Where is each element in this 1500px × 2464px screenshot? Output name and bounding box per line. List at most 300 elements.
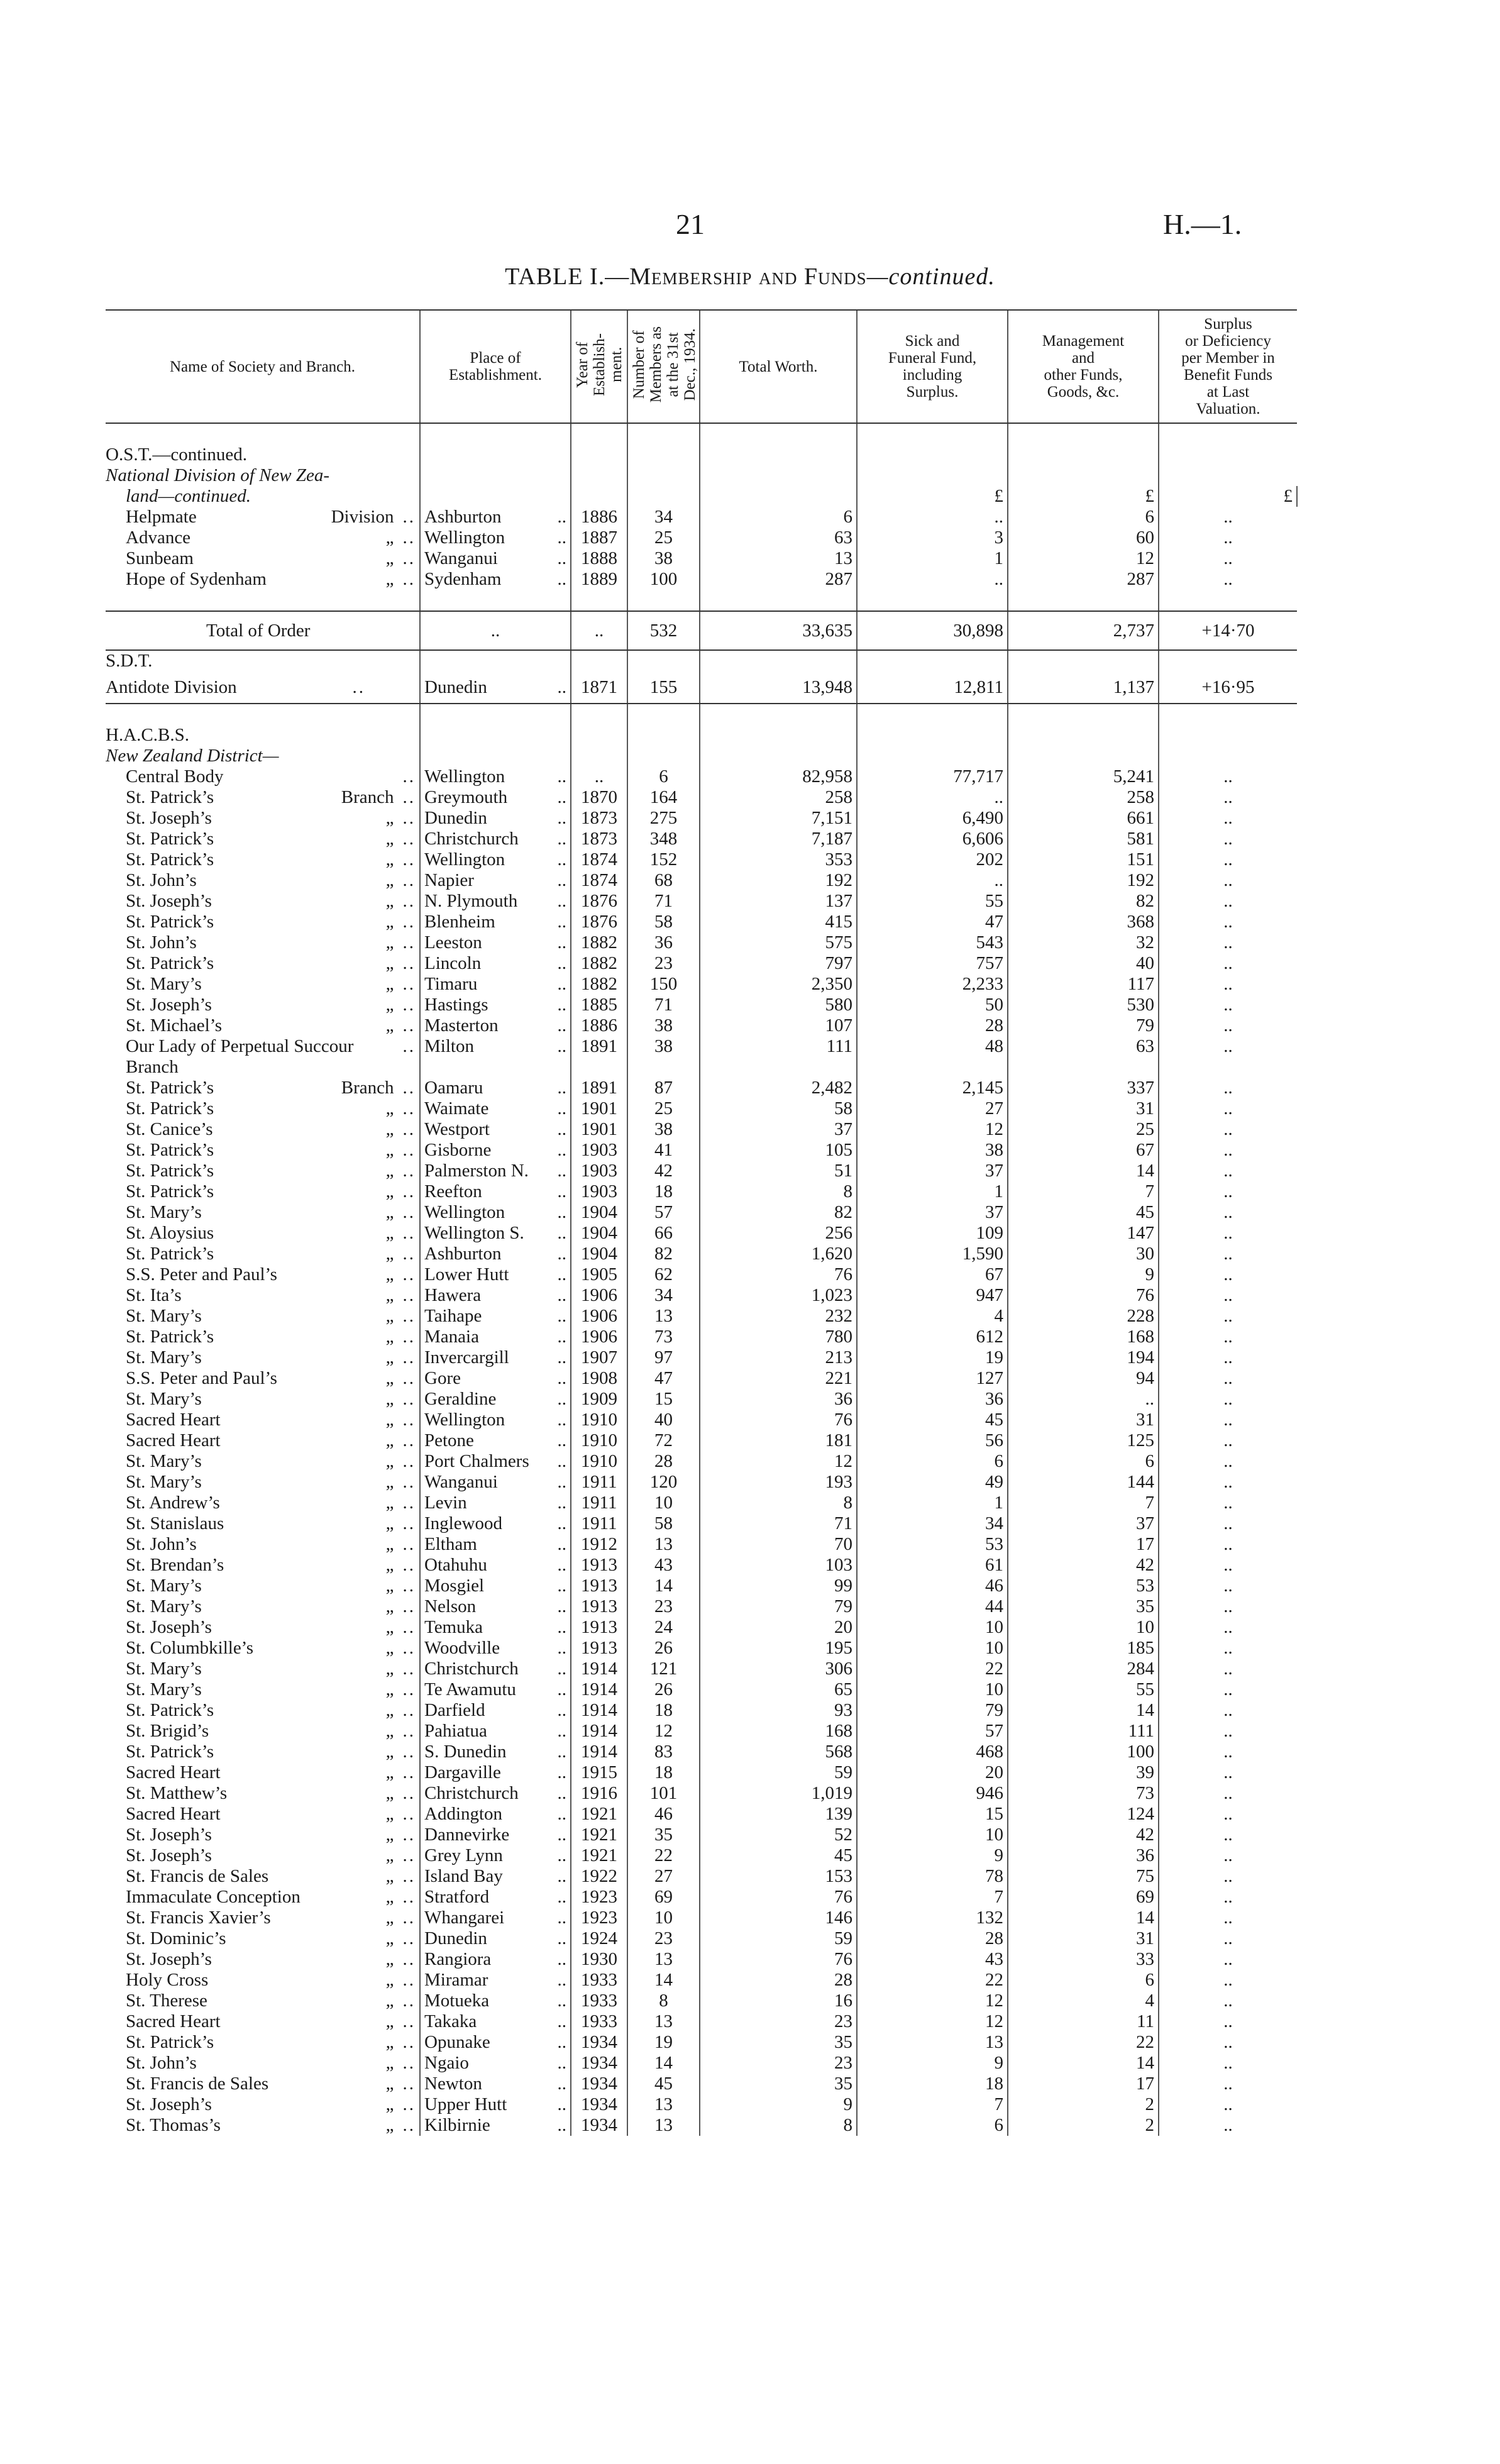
sick-fund-cell: 1 (857, 1493, 1008, 1513)
branch-name: Immaculate Conception (126, 1887, 301, 1907)
branch-name: St. Mary’s (126, 1596, 202, 1616)
total-worth-cell: 1,023 (700, 1285, 857, 1306)
surplus-cell: .. (1159, 912, 1297, 932)
col-header-total: Total Worth. (700, 310, 857, 423)
total-worth-cell: 575 (700, 932, 857, 953)
surplus-cell: .. (1159, 2011, 1297, 2032)
sick-fund-cell: 2,145 (857, 1078, 1008, 1098)
sick-fund-cell: 18 (857, 2074, 1008, 2094)
sick-fund-cell: 1 (857, 1181, 1008, 1202)
surplus-cell: .. (1159, 2053, 1297, 2074)
members-cell: 38 (627, 548, 700, 569)
year-cell: 1886 (571, 507, 627, 528)
place-cell: Palmerston N. .. (420, 1161, 571, 1181)
name-cell: Immaculate Conception „ .. (106, 1887, 420, 1908)
table-row (106, 1244, 1297, 1264)
members-cell: 62 (627, 1264, 700, 1285)
place: Wellington S. (424, 1223, 524, 1243)
sick-fund-cell: 6 (857, 2115, 1008, 2136)
table-row (106, 1078, 1297, 1098)
surplus-cell: .. (1159, 787, 1297, 808)
name-cell: St. Patrick’s „ .. (106, 849, 420, 870)
place-cell: Christchurch .. (420, 829, 571, 849)
year-cell: 1910 (571, 1410, 627, 1430)
branch-name: Central Body (126, 766, 224, 787)
name-cell: St. Patrick’s „ .. (106, 1098, 420, 1119)
sick-fund-cell: 468 (857, 1742, 1008, 1762)
table-row (106, 1721, 1297, 1742)
place: Mosgiel (424, 1576, 485, 1596)
name-cell: St. Joseph’s „ .. (106, 1949, 420, 1970)
sdt-heading-row (106, 650, 1297, 671)
name-cell: Sacred Heart „ .. (106, 1430, 420, 1451)
place-cell: Sydenham .. (420, 569, 571, 590)
place: Rangiora (424, 1949, 492, 1969)
surplus-cell: .. (1159, 808, 1297, 829)
members-cell: 15 (627, 1389, 700, 1410)
place: Blenheim (424, 912, 495, 932)
name-cell: St. Ita’s „ .. (106, 1285, 420, 1306)
ost-total-row (106, 611, 1297, 650)
branch-name: St. Francis Xavier’s (126, 1908, 271, 1928)
mgmt-fund-cell: 284 (1008, 1659, 1159, 1679)
surplus-cell: .. (1159, 1825, 1297, 1845)
sick-fund-cell: 132 (857, 1908, 1008, 1928)
ost-total-mgmt: 2,737 (1008, 611, 1159, 650)
surplus-cell: .. (1159, 1742, 1297, 1762)
year-cell: 1923 (571, 1887, 627, 1908)
sick-fund-cell: .. (857, 569, 1008, 590)
name-cell: St. Patrick’s „ .. (106, 1140, 420, 1161)
branch-name: St. Joseph’s (126, 2094, 212, 2114)
table-row (106, 1555, 1297, 1576)
table-row (106, 2115, 1297, 2136)
branch-suffix: „ (385, 1825, 394, 1845)
members-cell: 34 (627, 507, 700, 528)
place-cell: N. Plymouth .. (420, 891, 571, 912)
surplus-cell: .. (1159, 932, 1297, 953)
total-worth-cell: 23 (700, 2011, 857, 2032)
branch-name: St. Dominic’s (126, 1928, 226, 1948)
total-worth-cell: 8 (700, 1181, 857, 1202)
members-cell: 38 (627, 1015, 700, 1036)
members-cell: 120 (627, 1472, 700, 1493)
total-worth-cell: 79 (700, 1596, 857, 1617)
mgmt-fund-cell: 7 (1008, 1493, 1159, 1513)
surplus-cell: .. (1159, 1472, 1297, 1493)
surplus-cell: .. (1159, 1970, 1297, 1991)
ost-division-line-2: land—continued. (126, 486, 251, 506)
mgmt-fund-cell: 168 (1008, 1327, 1159, 1347)
surplus-cell: .. (1159, 1908, 1297, 1928)
year-cell: 1908 (571, 1368, 627, 1389)
mgmt-fund-cell: 144 (1008, 1472, 1159, 1493)
place: Wellington (424, 1410, 505, 1430)
year-cell: 1913 (571, 1555, 627, 1576)
name-cell: St. Mary’s „ .. (106, 1679, 420, 1700)
members-cell: 13 (627, 1534, 700, 1555)
place: Geraldine (424, 1389, 497, 1409)
place: Wellington (424, 1202, 505, 1222)
place-cell: Wanganui .. (420, 1472, 571, 1493)
table-row (106, 1389, 1297, 1410)
mgmt-fund-cell: 60 (1008, 528, 1159, 548)
mgmt-fund-cell: 6 (1008, 1970, 1159, 1991)
currency-total: £ (857, 486, 1008, 507)
place-cell: Whangarei .. (420, 1908, 571, 1928)
surplus-cell: .. (1159, 953, 1297, 974)
total-worth-cell: 20 (700, 1617, 857, 1638)
place: Gore (424, 1368, 461, 1388)
members-cell: 45 (627, 2074, 700, 2094)
year-cell: 1906 (571, 1285, 627, 1306)
total-worth-cell: 2,350 (700, 974, 857, 995)
branch-name: St. Mary’s (126, 1306, 202, 1326)
members-cell: 13 (627, 1306, 700, 1327)
total-worth-cell: 146 (700, 1908, 857, 1928)
place: Addington (424, 1804, 503, 1824)
year-cell: 1913 (571, 1617, 627, 1638)
name-cell: St. John’s „ .. (106, 2053, 420, 2074)
place-cell: Masterton .. (420, 1015, 571, 1036)
table-row (106, 1513, 1297, 1534)
branch-name: St. Patrick’s (126, 2032, 214, 2052)
mgmt-fund-cell: 30 (1008, 1244, 1159, 1264)
place-cell: Eltham .. (420, 1534, 571, 1555)
surplus-cell: .. (1159, 2032, 1297, 2053)
place-cell: Woodville .. (420, 1638, 571, 1659)
place: Whangarei (424, 1908, 505, 1928)
name-cell: St. Patrick’s „ .. (106, 1700, 420, 1721)
branch-name: St. Joseph’s (126, 995, 212, 1015)
members-cell: 152 (627, 849, 700, 870)
table-row (106, 1991, 1297, 2011)
name-cell: St. Mary’s „ .. (106, 1472, 420, 1493)
place-cell: Grey Lynn .. (420, 1845, 571, 1866)
sick-fund-cell: 49 (857, 1472, 1008, 1493)
members-cell: 46 (627, 1804, 700, 1825)
place-cell: Waimate .. (420, 1098, 571, 1119)
col-header-surplus-text: Surplus or Deficiency per Member in Benefit Funds at Last Valuation. (1181, 316, 1275, 417)
members-cell (627, 1057, 700, 1078)
place: Nelson (424, 1596, 477, 1616)
year-cell: 1901 (571, 1119, 627, 1140)
mgmt-fund-cell: 661 (1008, 808, 1159, 829)
mgmt-fund-cell: 17 (1008, 2074, 1159, 2094)
surplus-cell: .. (1159, 1098, 1297, 1119)
mgmt-fund-cell: 73 (1008, 1783, 1159, 1804)
members-cell: 35 (627, 1825, 700, 1845)
year-cell: 1874 (571, 849, 627, 870)
mgmt-fund-cell: 31 (1008, 1928, 1159, 1949)
members-cell: 43 (627, 1555, 700, 1576)
surplus-cell: .. (1159, 569, 1297, 590)
branch-suffix: „ (385, 1306, 394, 1326)
mgmt-fund-cell: 5,241 (1008, 766, 1159, 787)
members-cell: 6 (627, 766, 700, 787)
branch-name: St. Patrick’s (126, 1181, 214, 1202)
mgmt-fund-cell: 14 (1008, 2053, 1159, 2074)
place: Petone (424, 1430, 474, 1450)
sick-fund-cell: 48 (857, 1036, 1008, 1057)
branch-suffix: „ (385, 1410, 394, 1430)
branch-name: Helpmate (126, 507, 197, 527)
place: Waimate (424, 1098, 489, 1119)
place: Westport (424, 1119, 490, 1139)
place-cell: Leeston .. (420, 932, 571, 953)
total-worth-cell: 13 (700, 548, 857, 569)
surplus-cell: .. (1159, 1430, 1297, 1451)
name-cell: St. Mary’s „ .. (106, 974, 420, 995)
total-worth-cell: 16 (700, 1991, 857, 2011)
name-cell: Holy Cross „ .. (106, 1970, 420, 1991)
table-row (106, 507, 1297, 528)
branch-suffix: „ (385, 528, 394, 548)
year-cell: 1903 (571, 1161, 627, 1181)
members-cell: 100 (627, 569, 700, 590)
year-cell: .. (571, 766, 627, 787)
place-cell: Otahuhu .. (420, 1555, 571, 1576)
place: Port Chalmers (424, 1451, 529, 1471)
year-cell: 1934 (571, 2115, 627, 2136)
total-worth-cell: 82,958 (700, 766, 857, 787)
members-cell: 87 (627, 1078, 700, 1098)
ost-heading-row (106, 445, 1297, 465)
branch-suffix: „ (385, 1970, 394, 1990)
surplus-cell: .. (1159, 1181, 1297, 1202)
name-cell: St. Joseph’s „ .. (106, 2094, 420, 2115)
sick-fund-cell: 10 (857, 1617, 1008, 1638)
total-worth-cell: 35 (700, 2074, 857, 2094)
branch-name: St. Joseph’s (126, 808, 212, 828)
surplus-cell: .. (1159, 528, 1297, 548)
members-cell: 23 (627, 1928, 700, 1949)
sick-fund-cell: 79 (857, 1700, 1008, 1721)
mgmt-fund-cell: 31 (1008, 1410, 1159, 1430)
place-cell: Dunedin .. (420, 808, 571, 829)
col-header-members (627, 310, 700, 423)
members-cell: 348 (627, 829, 700, 849)
place-cell: Dargaville .. (420, 1762, 571, 1783)
mgmt-fund-cell: 12 (1008, 548, 1159, 569)
name-cell: Sunbeam „ .. (106, 548, 420, 569)
members-cell: 71 (627, 995, 700, 1015)
surplus-cell: .. (1159, 849, 1297, 870)
name-cell: St. Mary’s „ .. (106, 1451, 420, 1472)
mgmt-fund-cell: 147 (1008, 1223, 1159, 1244)
surplus-cell: .. (1159, 2115, 1297, 2136)
total-worth-cell: 70 (700, 1534, 857, 1555)
total-worth-cell: 153 (700, 1866, 857, 1887)
total-worth-cell: 23 (700, 2053, 857, 2074)
table-row (106, 1783, 1297, 1804)
members-cell: 26 (627, 1679, 700, 1700)
sdt-year: 1871 (571, 671, 627, 704)
branch-name: Our Lady of Perpetual Succour (126, 1036, 354, 1056)
branch-name: St. Canice’s (126, 1119, 213, 1139)
mgmt-fund-cell: 75 (1008, 1866, 1159, 1887)
year-cell: 1891 (571, 1078, 627, 1098)
place: Christchurch (424, 829, 519, 849)
surplus-cell: .. (1159, 1244, 1297, 1264)
branch-name: Sunbeam (126, 548, 194, 568)
sick-fund-cell: 27 (857, 1098, 1008, 1119)
members-cell: 69 (627, 1887, 700, 1908)
name-cell: St. Patrick’s „ .. (106, 1244, 420, 1264)
place: Wanganui (424, 1472, 498, 1492)
members-cell: 25 (627, 528, 700, 548)
table-row (106, 1596, 1297, 1617)
mgmt-fund-cell: 151 (1008, 849, 1159, 870)
place: Wanganui (424, 548, 498, 568)
members-cell: 101 (627, 1783, 700, 1804)
total-worth-cell: 287 (700, 569, 857, 590)
year-cell: 1911 (571, 1493, 627, 1513)
mgmt-fund-cell: 69 (1008, 1887, 1159, 1908)
place-cell: Wellington .. (420, 1410, 571, 1430)
col-header-place-text: Place of Establishment. (449, 350, 542, 384)
mgmt-fund-cell: 67 (1008, 1140, 1159, 1161)
sick-fund-cell: 55 (857, 891, 1008, 912)
sick-fund-cell: 19 (857, 1347, 1008, 1368)
branch-suffix: „ (385, 2094, 394, 2114)
place: Lower Hutt (424, 1264, 509, 1284)
table-row (106, 1825, 1297, 1845)
sdt-place: Dunedin (424, 677, 487, 697)
sick-fund-cell (857, 1057, 1008, 1078)
branch-name: St. Joseph’s (126, 1825, 212, 1845)
place-cell: Wellington S. .. (420, 1223, 571, 1244)
branch-name: S.S. Peter and Paul’s (126, 1368, 277, 1388)
mgmt-fund-cell: 42 (1008, 1825, 1159, 1845)
branch-name: St. Michael’s (126, 1015, 223, 1036)
sdt-total: 13,948 (700, 671, 857, 704)
branch-name: St. Stanislaus (126, 1513, 224, 1533)
table-row (106, 2053, 1297, 2074)
members-cell: 13 (627, 2011, 700, 2032)
place-cell: Christchurch .. (420, 1783, 571, 1804)
place: Taihape (424, 1306, 482, 1326)
branch-name: St. John’s (126, 2053, 197, 2073)
place-cell: Napier .. (420, 870, 571, 891)
mgmt-fund-cell: 94 (1008, 1368, 1159, 1389)
total-worth-cell: 37 (700, 1119, 857, 1140)
branch-suffix: „ (385, 1928, 394, 1948)
mgmt-fund-cell: 32 (1008, 932, 1159, 953)
branch-name: St. Patrick’s (126, 829, 214, 849)
table-row (106, 2032, 1297, 2053)
total-worth-cell: 52 (700, 1825, 857, 1845)
place: Newton (424, 2074, 482, 2094)
branch-suffix: „ (385, 1347, 394, 1367)
spacer-row (106, 423, 1297, 445)
place-cell: Gore .. (420, 1368, 571, 1389)
mgmt-fund-cell: 9 (1008, 1264, 1159, 1285)
members-cell: 28 (627, 1451, 700, 1472)
place-cell: Opunake .. (420, 2032, 571, 2053)
sick-fund-cell: 127 (857, 1368, 1008, 1389)
ost-total-label: Total of Order (106, 611, 420, 650)
name-cell: St. John’s „ .. (106, 1534, 420, 1555)
place: Lincoln (424, 953, 482, 973)
place-cell: Stratford .. (420, 1887, 571, 1908)
year-cell: 1888 (571, 548, 627, 569)
branch-suffix: „ (385, 1804, 394, 1824)
branch-suffix: „ (385, 1264, 394, 1284)
surplus-cell: .. (1159, 1866, 1297, 1887)
table-row (106, 787, 1297, 808)
branch-name: St. Ita’s (126, 1285, 182, 1305)
branch-suffix: „ (385, 1908, 394, 1928)
mgmt-fund-cell: 25 (1008, 1119, 1159, 1140)
surplus-cell: .. (1159, 2074, 1297, 2094)
year-cell: 1870 (571, 787, 627, 808)
surplus-cell: .. (1159, 1347, 1297, 1368)
total-worth-cell: 103 (700, 1555, 857, 1576)
table-title (0, 263, 1500, 290)
name-cell: St. Joseph’s „ .. (106, 808, 420, 829)
table-row (106, 1347, 1297, 1368)
mgmt-fund-cell: 6 (1008, 1451, 1159, 1472)
mgmt-fund-cell: 79 (1008, 1015, 1159, 1036)
name-cell: Sacred Heart „ .. (106, 1804, 420, 1825)
members-cell: 13 (627, 2094, 700, 2115)
mgmt-fund-cell: 76 (1008, 1285, 1159, 1306)
members-cell: 14 (627, 1576, 700, 1596)
branch-suffix: „ (385, 995, 394, 1015)
surplus-cell: .. (1159, 1119, 1297, 1140)
branch-suffix: „ (385, 1368, 394, 1388)
surplus-cell: .. (1159, 1264, 1297, 1285)
ost-total-place: .. (420, 611, 571, 650)
table-row (106, 1430, 1297, 1451)
branch-suffix: „ (385, 1949, 394, 1969)
members-cell: 40 (627, 1410, 700, 1430)
mgmt-fund-cell: 530 (1008, 995, 1159, 1015)
branch-name: Advance (126, 528, 191, 548)
mgmt-fund-cell: 42 (1008, 1555, 1159, 1576)
surplus-cell: .. (1159, 1202, 1297, 1223)
branch-name: St. Matthew’s (126, 1783, 228, 1803)
table-row (106, 1285, 1297, 1306)
sick-fund-cell: 6 (857, 1451, 1008, 1472)
branch-name: St. Therese (126, 1991, 207, 2011)
mgmt-fund-cell: 36 (1008, 1845, 1159, 1866)
branch-suffix: „ (385, 1721, 394, 1741)
branch-suffix: „ (385, 1181, 394, 1202)
name-cell: St. Joseph’s „ .. (106, 1617, 420, 1638)
place: Upper Hutt (424, 2094, 507, 2114)
place-cell: Blenheim .. (420, 912, 571, 932)
sick-fund-cell: 1,590 (857, 1244, 1008, 1264)
surplus-cell: .. (1159, 1991, 1297, 2011)
place-cell: Greymouth .. (420, 787, 571, 808)
surplus-cell: .. (1159, 1368, 1297, 1389)
sdt-surplus: +16·95 (1159, 671, 1297, 704)
members-cell: 25 (627, 1098, 700, 1119)
total-worth-cell: 59 (700, 1762, 857, 1783)
sick-fund-cell: 46 (857, 1576, 1008, 1596)
total-worth-cell: 195 (700, 1638, 857, 1659)
year-cell: 1887 (571, 528, 627, 548)
name-cell: St. Thomas’s „ .. (106, 2115, 420, 2136)
year-cell: 1909 (571, 1389, 627, 1410)
sick-fund-cell: .. (857, 870, 1008, 891)
place: Oamaru (424, 1078, 483, 1098)
name-cell: St. Matthew’s „ .. (106, 1783, 420, 1804)
total-worth-cell: 65 (700, 1679, 857, 1700)
members-cell: 121 (627, 1659, 700, 1679)
